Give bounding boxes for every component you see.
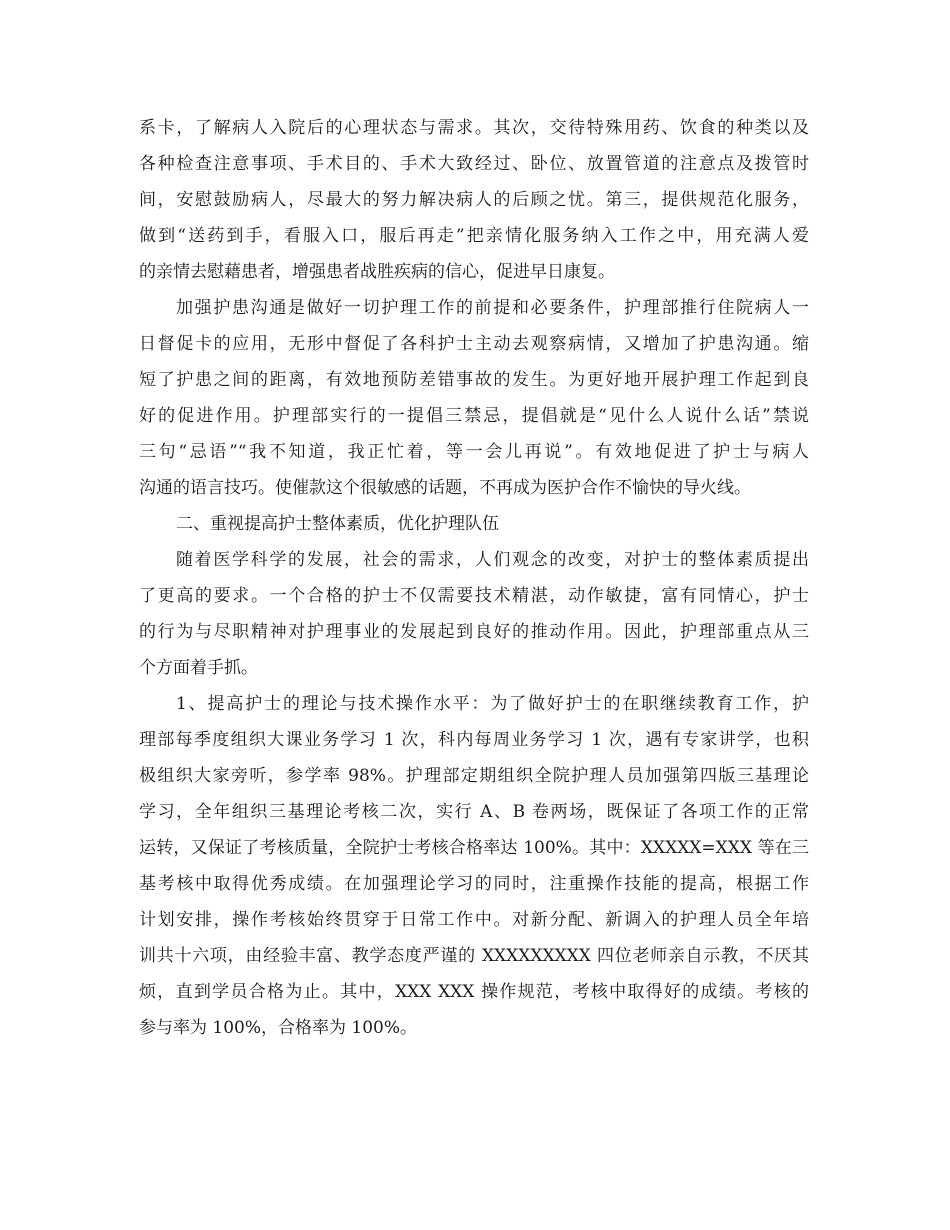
text-line: 计划安排，操作考核始终贯穿于日常工作中。对新分配、新调入的护理人员全年培 [139,910,809,930]
text-line: 基考核中取得优秀成绩。在加强理论学习的同时，注重操作技能的提高，根据工作 [139,874,809,894]
text-line: 三句“忌语”“我不知道，我正忙着，等一会儿再说”。有效地促进了护士与病人 [139,442,809,462]
text-line: 了更高的要求。一个合格的护士不仅需要技术精湛，动作敏捷，富有同情心，护士 [139,586,809,606]
paragraph-first-line: 加强护患沟通是做好一切护理工作的前提和必要条件，护理部推行住院病人一 [176,298,809,318]
text-line: 烦，直到学员合格为止。其中，XXX XXX 操作规范，考核中取得好的成绩。考核的 [139,982,809,1002]
text-line: 学习，全年组织三基理论考核二次，实行 A、B 卷两场，既保证了各项工作的正常 [139,802,809,822]
document-body [139,110,809,1046]
text-line: 运转，又保证了考核质量，全院护士考核合格率达 100%。其中：XXXXX=XXX 等在三 [139,838,809,858]
section-heading: 二、重视提高护士整体素质，优化护理队伍 [176,514,499,534]
text-line: 个方面着手抓。 [139,658,258,678]
text-line: 极组织大家旁听，参学率 98%。护理部定期组织全院护理人员加强第四版三基理论 [139,766,809,786]
text-line: 间，安慰鼓励病人，尽最大的努力解决病人的后顾之忧。第三，提供规范化服务， [139,190,809,210]
text-line: 系卡，了解病人入院后的心理状态与需求。其次，交待特殊用药、饮食的种类以及 [139,118,809,138]
text-line: 的行为与尽职精神对护理事业的发展起到良好的推动作用。因此，护理部重点从三 [139,622,809,642]
text-line: 训共十六项，由经验丰富、教学态度严谨的 XXXXXXXXX 四位老师亲自示教，不厌其 [139,946,809,966]
text-line: 短了护患之间的距离，有效地预防差错事故的发生。为更好地开展护理工作起到良 [139,370,809,390]
paragraph-first-line: 随着医学科学的发展，社会的需求，人们观念的改变，对护士的整体素质提出 [176,550,809,570]
text-line: 理部每季度组织大课业务学习 1 次，科内每周业务学习 1 次，遇有专家讲学，也积 [139,730,809,750]
paragraph-first-line: 1、提高护士的理论与技术操作水平：为了做好护士的在职继续教育工作，护 [176,694,809,714]
text-line: 日督促卡的应用，无形中督促了各科护士主动去观察病情，又增加了护患沟通。缩 [139,334,809,354]
text-line: 好的促进作用。护理部实行的一提倡三禁忌，提倡就是“见什么人说什么话”禁说 [139,406,809,426]
text-line: 沟通的语言技巧。使催款这个很敏感的话题，不再成为医护合作不愉快的导火线。 [139,478,751,498]
text-line: 各种检查注意事项、手术目的、手术大致经过、卧位、放置管道的注意点及拨管时 [139,154,809,174]
text-line: 做到“送药到手，看服入口，服后再走”把亲情化服务纳入工作之中，用充满人爱 [139,226,809,246]
text-line: 的亲情去慰藉患者，增强患者战胜疾病的信心，促进早日康复。 [139,262,615,282]
text-line: 参与率为 100%，合格率为 100%。 [139,1018,418,1038]
